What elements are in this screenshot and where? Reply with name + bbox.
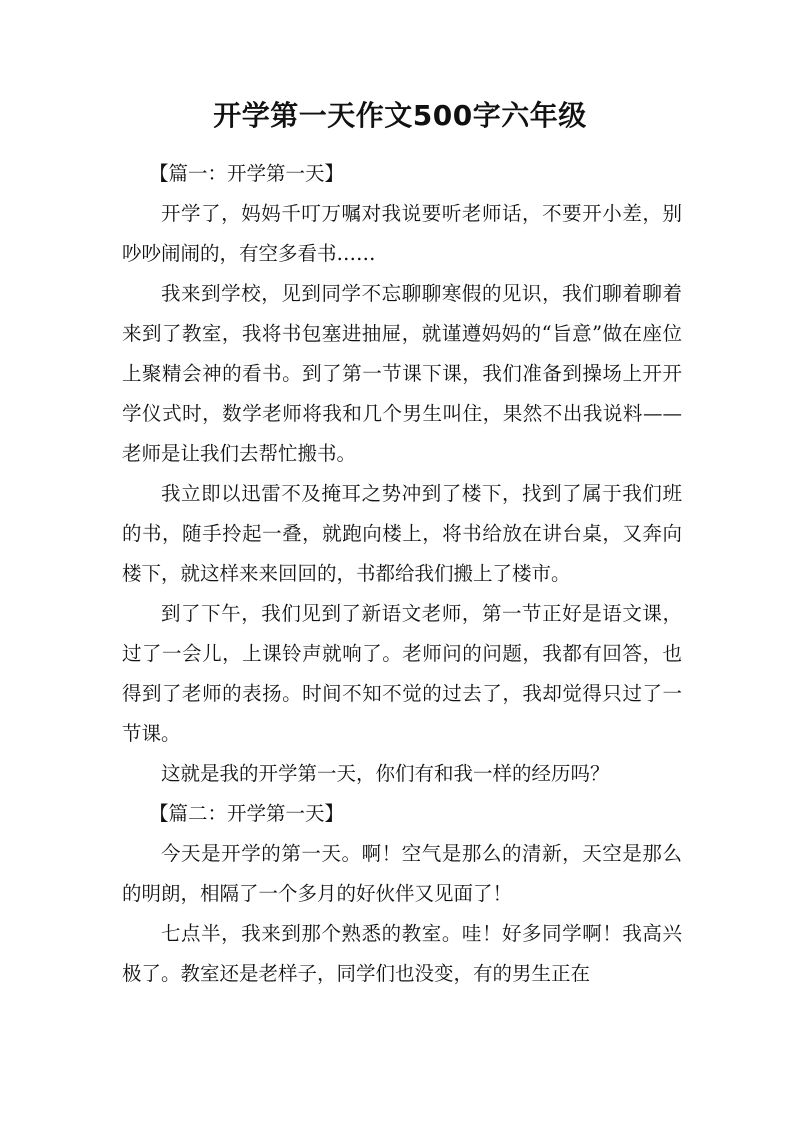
text-line: 开学了，妈妈千叮万嘱对我说要听老师话，不要开小差，	[161, 202, 663, 225]
section-heading: 【篇一：开学第一天】	[149, 162, 345, 185]
paragraph	[122, 194, 682, 274]
text-line: 高兴极了。教室还是老样子，同学们也没变，有的男生正在	[122, 922, 682, 985]
document-body	[122, 154, 682, 994]
text-line: 这就是我的开学第一天，你们有和我一样的经历吗？	[161, 762, 610, 785]
text-line: 然不出我说料——老师是让我们去帮忙搬书。	[122, 402, 682, 465]
paragraph	[122, 754, 682, 794]
paragraph	[122, 834, 682, 914]
paragraph	[122, 274, 682, 474]
text-line: 别吵吵闹闹的，有空多看书……	[122, 202, 682, 265]
text-line: 课，过了一会儿，上课铃声就响了。老师问的问题，我都有	[122, 602, 682, 665]
document-title: 开学第一天作文500字六年级	[213, 99, 587, 132]
text-line: 今天是开学的第一天。啊！空气是那么的清新，天空是	[161, 842, 643, 865]
text-line: 又奔向楼下，就这样来来回回的，书都给我们搬上了楼市。	[122, 522, 682, 585]
text-line: 们班的书，随手拎起一叠，就跑向楼上，将书给放在讲台桌，	[122, 482, 682, 545]
paragraph	[122, 914, 682, 994]
text-line: 做在座位上聚精会神的看书。到了第一节课下课，我们准备	[122, 322, 682, 385]
paragraph	[122, 474, 682, 594]
text-line: 回答，也得到了老师的表扬。时间不知不觉的过去了，我却	[122, 642, 682, 705]
text-line: 我立即以迅雷不及掩耳之势冲到了楼下，找到了属于我	[161, 482, 643, 505]
text-line: 聊着来到了教室，我将书包塞进抽屉，就谨遵妈妈的“旨意”	[122, 282, 682, 345]
text-line: 到操场上开开学仪式时，数学老师将我和几个男生叫住，果	[122, 362, 682, 425]
section-heading: 【篇二：开学第一天】	[149, 802, 345, 825]
text-line: 我来到学校，见到同学不忘聊聊寒假的见识，我们聊着	[161, 282, 643, 305]
text-line: 七点半，我来到那个熟悉的教室。哇！好多同学啊！我	[161, 922, 643, 945]
text-line: 那么的明朗，相隔了一个多月的好伙伴又见面了！	[122, 842, 682, 905]
text-line: 到了下午，我们见到了新语文老师，第一节正好是语文	[161, 602, 643, 625]
paragraph	[122, 594, 682, 754]
text-line: 觉得只过了一节课。	[122, 682, 682, 745]
